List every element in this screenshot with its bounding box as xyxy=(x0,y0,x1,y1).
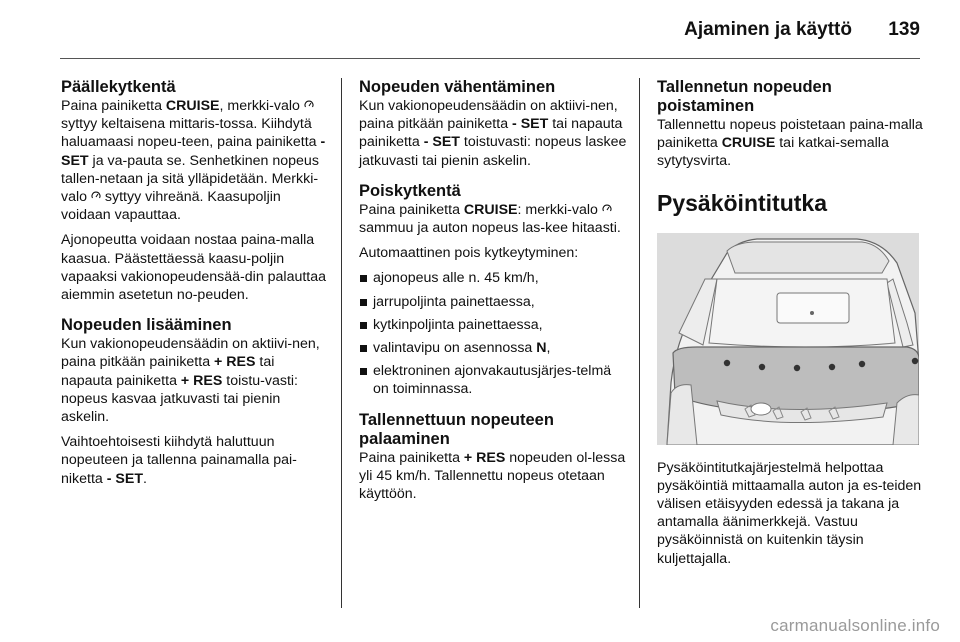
res-button-label: + RES xyxy=(214,354,256,371)
text: tai napauta painiketta xyxy=(61,354,275,389)
set-button-label: - SET xyxy=(61,134,326,169)
set-button-label: - SET xyxy=(423,134,460,151)
heading-resume-speed: Tallennettuun nopeuteen palaaminen xyxy=(359,410,554,448)
text: toistu-vasti: nopeus kasvaa jatkuvasti tai pienin askelin. xyxy=(61,372,299,426)
text: Tallennettu nopeus poistetaan paina-malla painiketta xyxy=(657,117,923,152)
text: sammuu ja auton nopeus las-kee hitaasti. xyxy=(359,220,621,237)
res-button-label: + RES xyxy=(180,372,223,389)
auto-off-list xyxy=(359,269,627,398)
cruise-button-label: CRUISE xyxy=(165,98,220,114)
paragraph xyxy=(61,433,329,488)
chapter-title: Ajaminen ja käyttö xyxy=(684,19,852,40)
text: valintavipu on asennossa xyxy=(373,340,537,357)
page-header xyxy=(0,0,960,60)
paragraph xyxy=(61,335,329,426)
cruise-button-label: CRUISE xyxy=(721,135,776,152)
list-item: jarrupoljinta painettaessa, xyxy=(359,293,627,311)
paragraph: Ajonopeutta voidaan nostaa paina-malla kaasua. Päästettäessä kaasu-poljin vapaaksi vakionopeudensää-din palauttaa aiemmin asetetun no-peuden. xyxy=(61,232,327,304)
header-rule xyxy=(60,58,920,59)
paragraph xyxy=(359,449,627,504)
paragraph xyxy=(61,97,329,224)
heading-switch-off: Poiskytkentä xyxy=(359,181,461,200)
heading-switch-on: Päällekytkentä xyxy=(61,78,176,96)
paragraph xyxy=(359,97,627,170)
list-item xyxy=(359,339,627,357)
set-button-label: - SET xyxy=(106,470,144,487)
paragraph: Pysäköintitutkajärjestelmä helpottaa pysäköintiä mittaamalla auton ja es-teiden välisen etäisyyden edessä ja takana ja antamalla äänimerkkejä. Vastuu pysäköinnistä on kuitenkin täysin kuljettajalla. xyxy=(657,459,922,567)
car-rear-drawing xyxy=(657,233,919,445)
gear-position-label: N xyxy=(536,340,547,357)
cruise-button-label: CRUISE xyxy=(463,201,518,218)
cruise-control-icon xyxy=(304,97,314,115)
text: tai napauta painiketta xyxy=(359,116,623,151)
column-1 xyxy=(61,78,329,495)
text: nopeuden ol-lessa yli 45 km/h. Tallennettu nopeus otetaan käyttöön. xyxy=(359,449,626,503)
text: : merkki-valo xyxy=(517,201,602,218)
text: , merkki-valo xyxy=(219,98,304,114)
paragraph xyxy=(657,116,925,171)
list-item: kytkinpoljinta painettaessa, xyxy=(359,316,627,334)
text: Paina painiketta xyxy=(359,449,464,466)
column-divider xyxy=(639,78,640,608)
text: syttyy vihreänä. Kaasupoljin voidaan vapauttaa. xyxy=(61,189,281,224)
car-rear-illustration xyxy=(657,233,919,445)
heading-parking-assist: Pysäköintitutka xyxy=(657,189,827,216)
text: Paina painiketta xyxy=(61,98,166,114)
text: Vaihtoehtoisesti kiihdytä haluttuun nopeuteen ja tallenna painamalla pai-niketta xyxy=(61,434,297,487)
column-divider xyxy=(341,78,342,608)
text: Paina painiketta xyxy=(359,201,464,218)
cruise-control-icon xyxy=(91,188,101,206)
text: toistuvasti: nopeus laskee jatkuvasti tai pienin askelin. xyxy=(359,134,627,169)
heading-clear-speed: Tallennetun nopeuden poistaminen xyxy=(657,78,832,115)
res-button-label: + RES xyxy=(463,449,506,466)
text: Kun vakionopeudensäädin on aktiivi-nen, paina pitkään painiketta xyxy=(61,336,320,371)
heading-speed-increase: Nopeuden lisääminen xyxy=(61,316,232,335)
paragraph: Automaattinen pois kytkeytyminen: xyxy=(359,245,579,262)
heading-speed-decrease: Nopeuden vähentäminen xyxy=(359,78,556,96)
text: syttyy keltaisena mittaris-tossa. Kiihdytä haluamaasi nopeu-teen, paina painiketta xyxy=(61,116,321,151)
watermark-text: carmanualsonline.info xyxy=(770,616,940,635)
text: , xyxy=(546,340,551,357)
paragraph xyxy=(359,201,627,237)
text: ja va-pauta se. Senhetkinen nopeus tallen-netaan ja sitä ylläpidetään. Merkki-valo xyxy=(61,152,319,206)
column-3 xyxy=(657,78,925,575)
page-number: 139 xyxy=(888,19,920,40)
column-2 xyxy=(359,78,627,510)
list-item: ajonopeus alle n. 45 km/h, xyxy=(359,269,627,287)
text: Kun vakionopeudensäädin on aktiivi-nen, paina pitkään painiketta xyxy=(359,98,618,133)
text: tai katkai-semalla sytytysvirta. xyxy=(657,135,889,170)
cruise-control-icon xyxy=(602,201,612,219)
list-item: elektroninen ajonvakautusjärjes-telmä on toiminnassa. xyxy=(359,362,627,398)
text: . xyxy=(143,470,147,487)
set-button-label: - SET xyxy=(512,116,549,133)
